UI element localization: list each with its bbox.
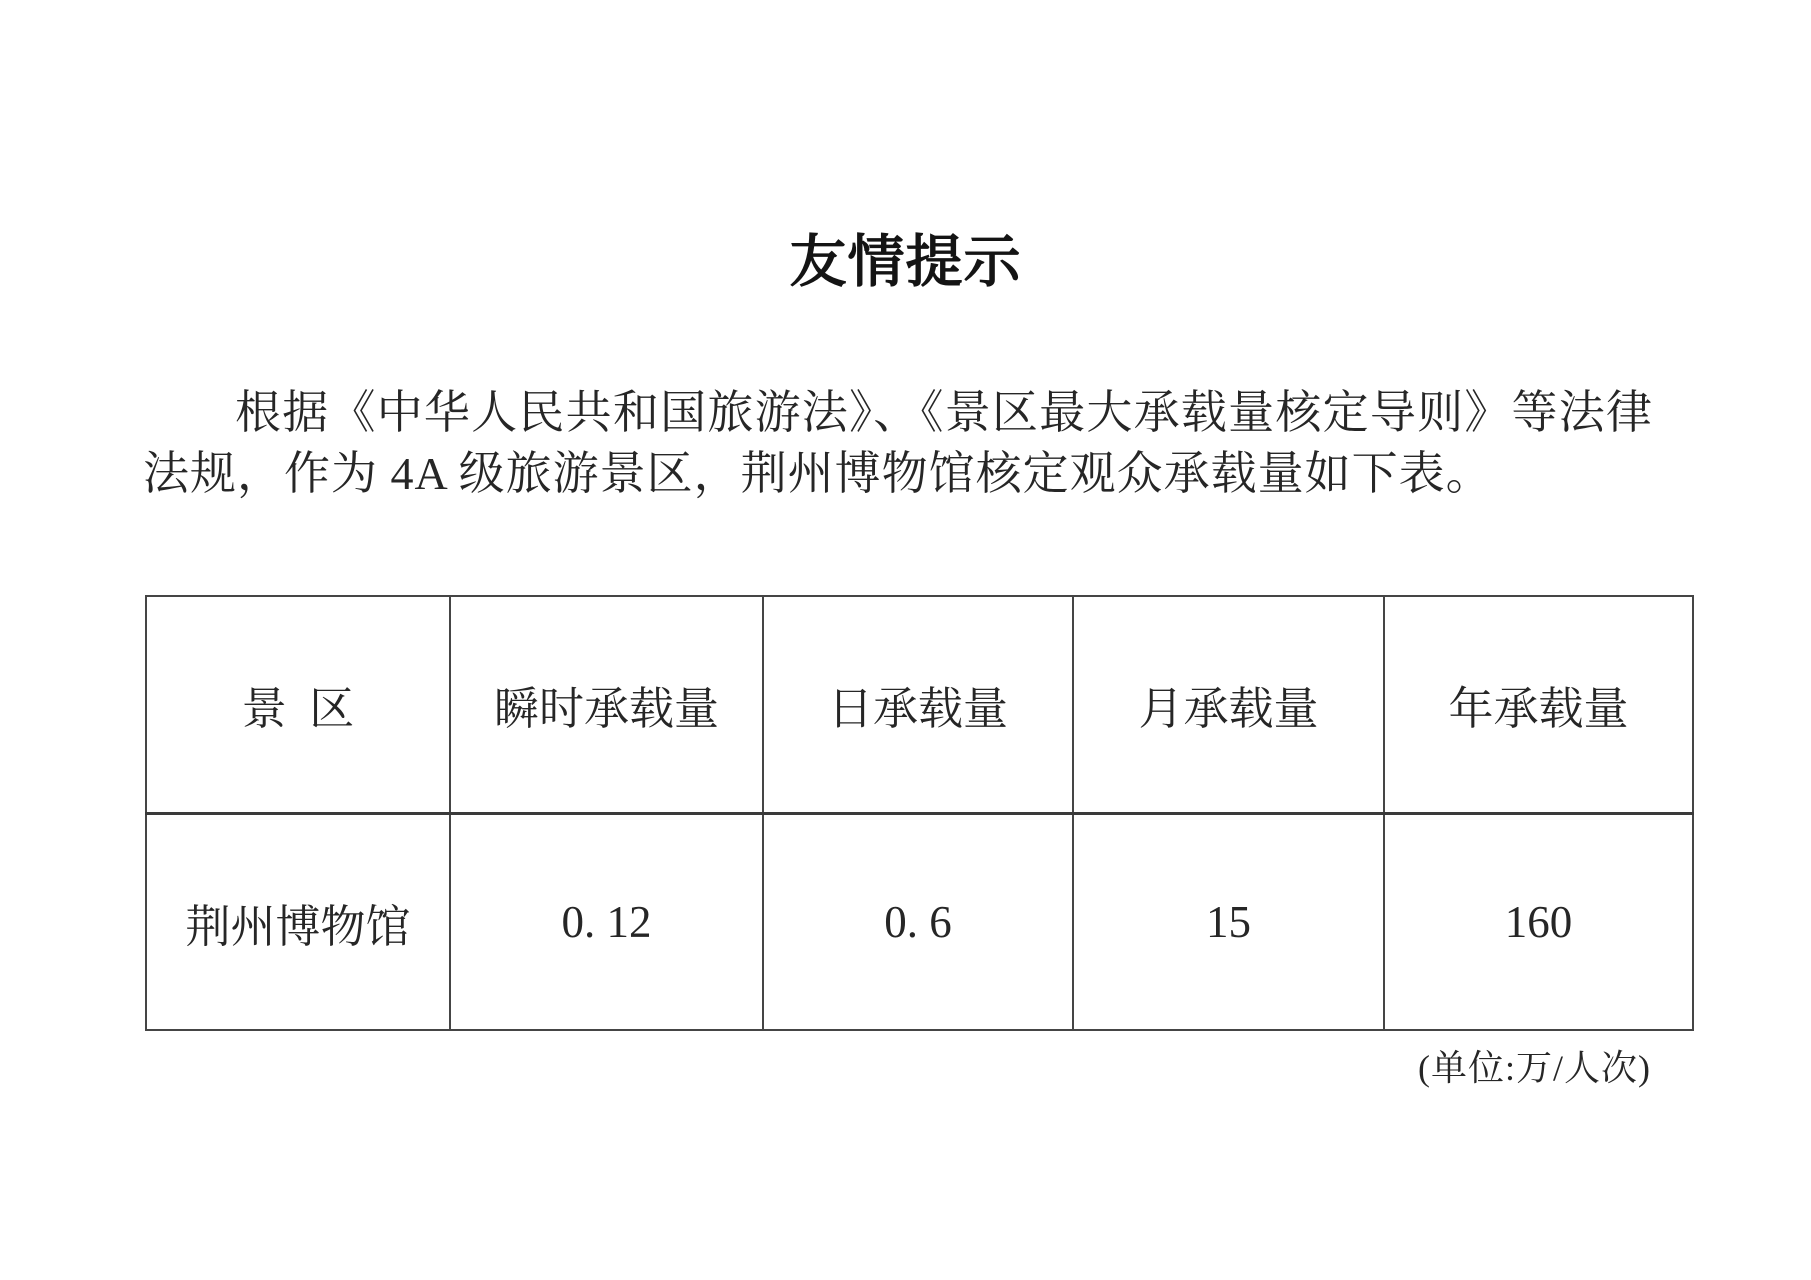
capacity-table [145,595,1694,1031]
header-monthly-capacity: 月承载量 [1073,596,1384,814]
cell-scenic-area: 荆州博物馆 [146,814,450,1031]
page-title: 友情提示 [789,231,1022,294]
cell-daily-capacity: 0. 6 [763,814,1073,1031]
table-row [146,814,1693,1031]
unit-note: (单位:万/人次) [1418,1048,1651,1088]
cell-monthly-capacity: 15 [1073,814,1384,1031]
header-scenic-area: 景 区 [146,596,450,814]
table-header-row [146,596,1693,814]
cell-yearly-capacity: 160 [1384,814,1693,1031]
intro-paragraph: 根据《中华人民共和国旅游法》、《景区最大承载量核定导则》等法律法规，作为 4A 级旅游景区，荆州博物馆核定观众承载量如下表。 [143,387,1653,499]
header-instant-capacity: 瞬时承载量 [450,596,763,814]
header-yearly-capacity: 年承载量 [1384,596,1693,814]
header-daily-capacity: 日承载量 [763,596,1073,814]
cell-instant-capacity: 0. 12 [450,814,763,1031]
